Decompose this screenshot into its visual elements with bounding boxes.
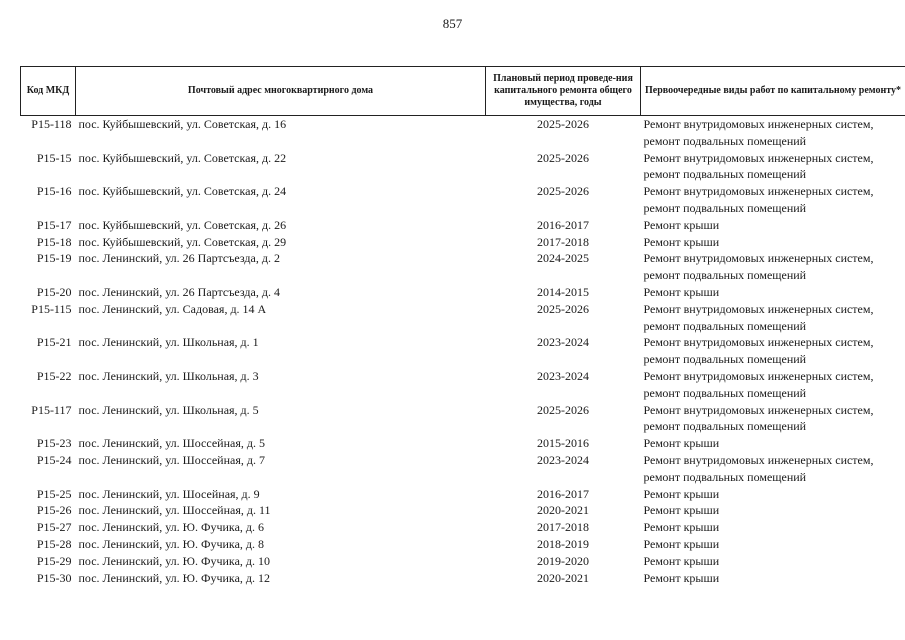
mkd-code-cell: P15-22 <box>36 368 72 383</box>
works-line-1: Ремонт внутридомовых инженерных систем, <box>643 301 874 316</box>
table-row <box>21 452 905 486</box>
table-row <box>21 116 905 150</box>
works-cell <box>641 402 905 436</box>
address-cell: пос. Куйбышевский, ул. Советская, д. 26 <box>78 217 287 232</box>
works-cell <box>641 435 905 452</box>
period-cell: 2020-2021 <box>537 570 589 585</box>
period-cell: 2024-2025 <box>537 251 589 266</box>
mkd-code-cell: P15-23 <box>36 436 72 451</box>
works-line-1: Ремонт крыши <box>643 520 720 535</box>
works-line-1: Ремонт внутридомовых инженерных систем, <box>643 150 874 165</box>
table-row <box>21 486 905 503</box>
address-cell: пос. Ленинский, ул. Школьная, д. 1 <box>78 335 259 350</box>
works-cell <box>641 486 905 503</box>
works-cell <box>641 183 905 217</box>
works-cell <box>641 334 905 368</box>
works-line-1: Ремонт крыши <box>643 570 720 585</box>
table-row <box>21 402 905 436</box>
period-cell: 2017-2018 <box>537 234 589 249</box>
address-cell: пос. Ленинский, ул. 26 Партсъезда, д. 4 <box>78 284 280 299</box>
mkd-code-cell: P15-29 <box>36 553 72 568</box>
period-cell: 2023-2024 <box>537 335 589 350</box>
address-cell: пос. Ленинский, ул. 26 Партсъезда, д. 2 <box>78 251 280 266</box>
mkd-code-cell: P15-21 <box>36 335 72 350</box>
works-cell <box>641 217 905 234</box>
period-cell: 2023-2024 <box>537 368 589 383</box>
works-cell <box>641 250 905 284</box>
address-cell: пос. Куйбышевский, ул. Советская, д. 29 <box>78 234 287 249</box>
period-cell: 2025-2026 <box>537 301 589 316</box>
address-cell: пос. Куйбышевский, ул. Советская, д. 24 <box>78 184 287 199</box>
table-row <box>21 217 905 234</box>
address-cell: пос. Ленинский, ул. Школьная, д. 5 <box>78 402 259 417</box>
works-line-2: ремонт подвальных помещений <box>643 268 807 283</box>
address-cell: пос. Ленинский, ул. Ю. Фучика, д. 12 <box>78 570 271 585</box>
works-line-1: Ремонт внутридомовых инженерных систем, <box>643 335 874 350</box>
table-header <box>21 67 905 116</box>
address-cell: пос. Ленинский, ул. Ю. Фучика, д. 8 <box>78 536 265 551</box>
header-address: Почтовый адрес многоквартирного дома <box>76 67 486 116</box>
mkd-code-cell: P15-115 <box>31 301 72 316</box>
mkd-code-cell: P15-118 <box>31 117 72 131</box>
mkd-code-cell: P15-117 <box>31 402 72 417</box>
period-cell: 2015-2016 <box>537 436 589 451</box>
address-cell: пос. Ленинский, ул. Школьная, д. 3 <box>78 368 259 383</box>
works-cell <box>641 536 905 553</box>
address-cell: пос. Ленинский, ул. Садовая, д. 14 А <box>78 301 267 316</box>
table-row <box>21 570 905 587</box>
table-row <box>21 435 905 452</box>
address-cell: пос. Ленинский, ул. Шосейная, д. 9 <box>78 486 260 501</box>
address-cell: пос. Ленинский, ул. Ю. Фучика, д. 6 <box>78 520 265 535</box>
mkd-code-cell: P15-20 <box>36 284 72 299</box>
address-cell: пос. Ленинский, ул. Шоссейная, д. 5 <box>78 436 265 451</box>
works-line-2: ремонт подвальных помещений <box>643 200 807 215</box>
period-cell: 2019-2020 <box>537 553 589 568</box>
table-row <box>21 334 905 368</box>
table-row <box>21 150 905 184</box>
period-cell: 2016-2017 <box>537 486 589 501</box>
works-cell <box>641 452 905 486</box>
mkd-code-cell: P15-27 <box>36 520 72 535</box>
table-row <box>21 234 905 251</box>
works-line-1: Ремонт крыши <box>643 217 720 232</box>
period-cell: 2017-2018 <box>537 520 589 535</box>
works-line-1: Ремонт крыши <box>643 486 720 501</box>
works-line-2: ремонт подвальных помещений <box>643 385 807 400</box>
page-number: 857 <box>442 16 463 31</box>
mkd-code-cell: P15-15 <box>36 150 72 165</box>
works-cell <box>641 368 905 402</box>
works-cell <box>641 502 905 519</box>
period-cell: 2014-2015 <box>537 284 589 299</box>
table-row <box>21 250 905 284</box>
address-cell: пос. Ленинский, ул. Ю. Фучика, д. 10 <box>78 553 271 568</box>
period-cell: 2018-2019 <box>537 536 589 551</box>
works-line-1: Ремонт крыши <box>643 553 720 568</box>
table-body <box>21 116 905 587</box>
works-line-1: Ремонт внутридомовых инженерных систем, <box>643 117 874 131</box>
works-cell <box>641 284 905 301</box>
works-line-2: ремонт подвальных помещений <box>643 318 807 333</box>
works-line-2: ремонт подвальных помещений <box>643 352 807 367</box>
table-row <box>21 519 905 536</box>
mkd-code-cell: P15-16 <box>36 184 72 199</box>
address-cell: пос. Куйбышевский, ул. Советская, д. 16 <box>78 117 287 131</box>
works-line-1: Ремонт крыши <box>643 436 720 451</box>
works-line-1: Ремонт внутридомовых инженерных систем, <box>643 184 874 199</box>
table-row <box>21 553 905 570</box>
works-cell <box>641 519 905 536</box>
table-row <box>21 502 905 519</box>
repair-schedule-table <box>20 66 905 586</box>
works-cell <box>641 553 905 570</box>
works-cell <box>641 234 905 251</box>
period-cell: 2023-2024 <box>537 452 589 467</box>
works-line-1: Ремонт внутридомовых инженерных систем, <box>643 251 874 266</box>
period-cell: 2016-2017 <box>537 217 589 232</box>
works-line-2: ремонт подвальных помещений <box>643 133 807 148</box>
mkd-code-cell: P15-18 <box>36 234 72 249</box>
works-line-2: ремонт подвальных помещений <box>643 419 807 434</box>
address-cell: пос. Куйбышевский, ул. Советская, д. 22 <box>78 150 287 165</box>
works-line-1: Ремонт крыши <box>643 536 720 551</box>
mkd-code-cell: P15-26 <box>36 503 72 518</box>
table-row <box>21 301 905 335</box>
works-line-2: ремонт подвальных помещений <box>643 167 807 182</box>
header-code: Код МКД <box>21 67 76 116</box>
mkd-code-cell: P15-17 <box>36 217 72 232</box>
works-cell <box>641 150 905 184</box>
address-cell: пос. Ленинский, ул. Шоссейная, д. 11 <box>78 503 271 518</box>
period-cell: 2025-2026 <box>537 402 589 417</box>
works-cell <box>641 301 905 335</box>
works-line-1: Ремонт крыши <box>643 503 720 518</box>
table-row <box>21 183 905 217</box>
header-period: Плановый период проведе-ния капитального ремонта общего имущества, годы <box>486 67 641 116</box>
works-line-1: Ремонт внутридомовых инженерных систем, <box>643 368 874 383</box>
mkd-code-cell: P15-24 <box>36 452 72 467</box>
period-cell: 2020-2021 <box>537 503 589 518</box>
mkd-code-cell: P15-30 <box>36 570 72 585</box>
works-cell <box>641 116 905 150</box>
mkd-code-cell: P15-19 <box>36 251 72 266</box>
address-cell: пос. Ленинский, ул. Шоссейная, д. 7 <box>78 452 265 467</box>
works-line-2: ремонт подвальных помещений <box>643 469 807 484</box>
works-line-1: Ремонт внутридомовых инженерных систем, <box>643 402 874 417</box>
table-row <box>21 368 905 402</box>
table-row <box>21 284 905 301</box>
header-works: Первоочередные виды работ по капитальному ремонту* <box>641 67 905 116</box>
table-row <box>21 536 905 553</box>
works-line-1: Ремонт крыши <box>643 234 720 249</box>
mkd-code-cell: P15-25 <box>36 486 72 501</box>
mkd-code-cell: P15-28 <box>36 536 72 551</box>
period-cell: 2025-2026 <box>537 117 589 131</box>
period-cell: 2025-2026 <box>537 184 589 199</box>
period-cell: 2025-2026 <box>537 150 589 165</box>
works-line-1: Ремонт внутридомовых инженерных систем, <box>643 452 874 467</box>
works-cell <box>641 570 905 587</box>
works-line-1: Ремонт крыши <box>643 284 720 299</box>
